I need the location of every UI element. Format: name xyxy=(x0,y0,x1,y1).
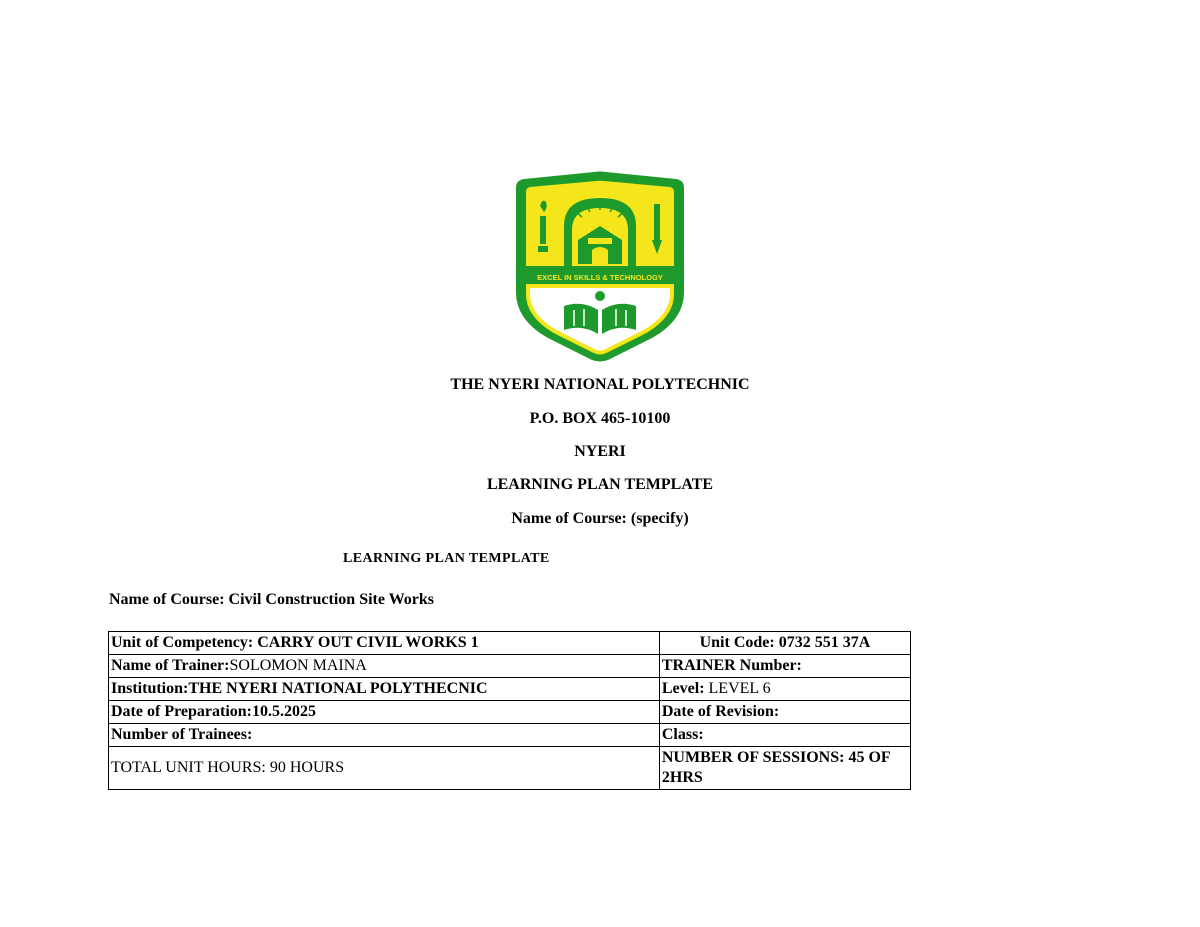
table-row xyxy=(109,655,911,678)
course-value: Civil Construction Site Works xyxy=(228,591,435,608)
total-hours-value: 90 HOURS xyxy=(269,759,345,776)
institution-logo xyxy=(512,170,688,362)
trainer-number-cell: TRAINER Number: xyxy=(659,655,910,678)
table-row xyxy=(109,632,911,655)
unit-of-competency-cell: Unit of Competency: CARRY OUT CIVIL WORKS 1 xyxy=(109,632,660,655)
institution-value: THE NYERI NATIONAL POLYTHECNIC xyxy=(188,680,488,697)
sub-heading: LEARNING PLAN TEMPLATE xyxy=(343,551,550,566)
institution-cell: Institution:THE NYERI NATIONAL POLYTHECNIC xyxy=(109,678,660,701)
date-preparation-cell: Date of Preparation:10.5.2025 xyxy=(109,701,660,724)
document-title: LEARNING PLAN TEMPLATE xyxy=(486,476,714,493)
unit-code-value: 0732 551 37A xyxy=(778,634,871,651)
trainer-name-value: SOLOMON MAINA xyxy=(229,657,367,674)
trainer-name-cell: Name of Trainer:SOLOMON MAINA xyxy=(109,655,660,678)
town-name: NYERI xyxy=(574,443,626,460)
sessions-value: 45 OF 2HRS xyxy=(661,749,891,786)
level-value: LEVEL 6 xyxy=(708,680,771,697)
table-row xyxy=(109,724,911,747)
level-cell: Level: LEVEL 6 xyxy=(659,678,910,701)
table-row xyxy=(109,747,911,790)
svg-text:EXCEL IN SKILLS & TECHNOLOGY: EXCEL IN SKILLS & TECHNOLOGY xyxy=(537,273,663,282)
course-name-line xyxy=(109,591,434,609)
course-label: Name of Course: xyxy=(109,591,225,608)
postal-address: P.O. BOX 465-10100 xyxy=(529,410,671,427)
course-placeholder-line: Name of Course: (specify) xyxy=(511,510,689,527)
crest-shield-icon xyxy=(512,170,688,362)
learning-plan-table xyxy=(108,631,911,790)
unit-of-competency-value: CARRY OUT CIVIL WORKS 1 xyxy=(257,634,479,651)
unit-code-cell: Unit Code: 0732 551 37A xyxy=(659,632,910,655)
sessions-cell: NUMBER OF SESSIONS: 45 OF 2HRS xyxy=(659,747,910,790)
date-revision-cell: Date of Revision: xyxy=(659,701,910,724)
date-preparation-value: 10.5.2025 xyxy=(252,703,316,720)
class-cell: Class: xyxy=(659,724,910,747)
institution-name: THE NYERI NATIONAL POLYTECHNIC xyxy=(450,376,750,393)
table-row xyxy=(109,678,911,701)
total-hours-cell: TOTAL UNIT HOURS: 90 HOURS xyxy=(109,747,660,790)
table-row xyxy=(109,701,911,724)
trainees-cell: Number of Trainees: xyxy=(109,724,660,747)
